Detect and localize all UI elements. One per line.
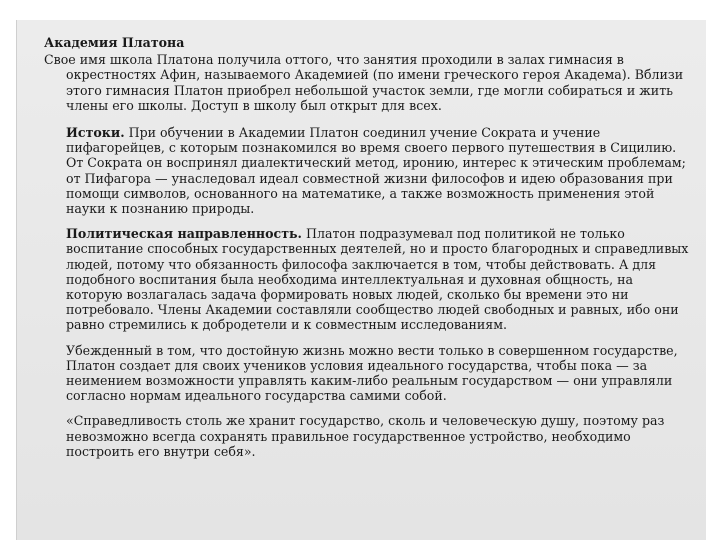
slide-title: Академия Платона: [44, 35, 185, 50]
intro-paragraph: Свое имя школа Платона получила оттого, что занятия проходили в залах гимнасия в окрестностях Афин, называемого Академией (по имени греческого героя Академа). Вблизи этого гимнасия Платон приобрел небольшой участок земли, где могли собираться и жить члены его школы. Доступ в школу был открыт для всех.: [44, 52, 684, 113]
text-body: [44, 35, 689, 469]
top-rule: [8, 14, 712, 18]
paragraph-quote: [66, 413, 689, 459]
paragraph-text: Платон подразумевал под политикой не только воспитание способных государственных деятелей, но и просто благородных и справедливых людей, потому что обязанность философа заключается в том, чтобы действовать. А для подобного воспитания была необходима интеллектуальная и духовная общность, на которую возлагалась задача формировать новых людей, сколько бы времени это ни потребовало. Члены Академии составляли сообщество людей свободных и равных, ибо они равно стремились к добродетели и к совместным исследованиям.: [66, 226, 689, 333]
paragraph-text: При обучении в Академии Платон соединил учение Сократа и учение пифагорейцев, с которым познакомился во время своего первого путешествия в Сицилию. От Сократа он воспринял диалектический метод, иронию, интерес к этическим проблемам; от Пифагора — унаследовал идеал совместной жизни философов и идею образования при помощи символов, основанного на математике, а также возможность применения этой науки к познанию природы.: [66, 125, 686, 217]
paragraph-text: Убежденный в том, что достойную жизнь можно вести только в совершенном государстве, Платон создает для своих учеников условия идеального государства, чтобы пока — за неимением возможности управлять каким-либо реальным государством — они управляли согласно нормам идеального государства самими собой.: [66, 342, 678, 404]
paragraph-text: «Справедливость столь же хранит государство, сколь и человеческую душу, поэтому раз невозможно всегда сохранять правильное государственное устройство, необходимо построить его внутри себя».: [66, 413, 665, 459]
paragraph-ideal-state: [66, 343, 689, 404]
paragraph-heading: Истоки.: [66, 125, 125, 141]
paragraph-origins: [66, 125, 689, 216]
paragraph-politics: [66, 226, 689, 332]
paragraph-heading: Политическая направленность.: [66, 226, 302, 242]
